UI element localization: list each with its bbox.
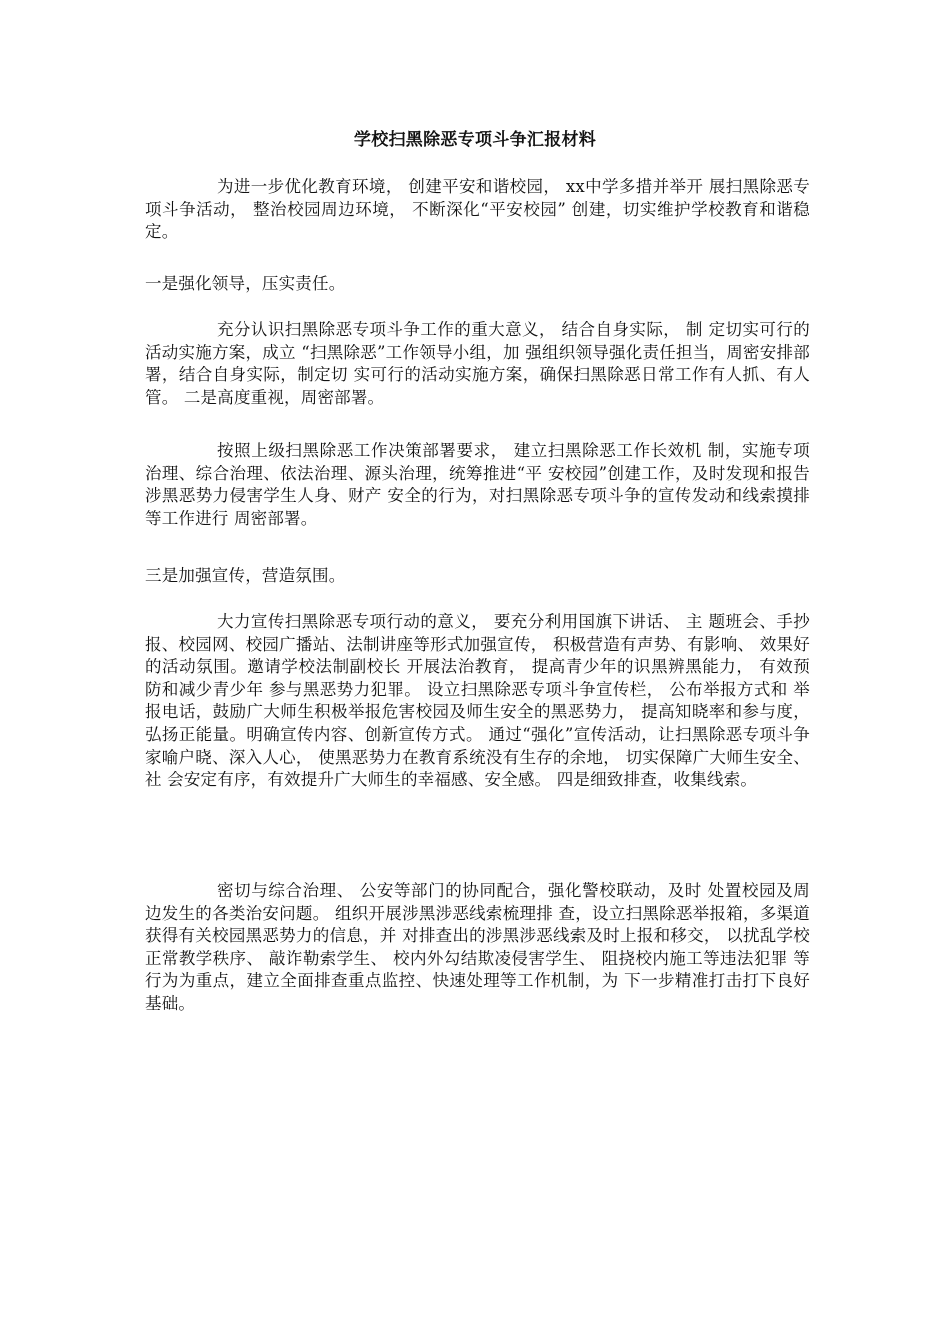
paragraph-deployment: 按照上级扫黑除恶工作决策部署要求， 建立扫黑除恶工作长效机 制，实施专项治理、综合治理、依法治理、源头治理，统筹推进“平 安校园”创建工作，及时发现和报告涉黑恶势力侵害学生人身、财产 安全的行为，对扫黑除恶专项斗争的宣传发动和线索摸排等工作进行 周密部署。 xyxy=(145,441,810,528)
section-heading-1: 一是强化领导，压实责任。 xyxy=(145,274,346,293)
paragraph-intro: 为进一步优化教育环境， 创建平安和谐校园， xx中学多措并举开 展扫黑除恶专项斗争活动， 整治校园周边环境， 不断深化“平安校园” 创建，切实维护学校教育和谐稳定。 xyxy=(145,177,810,242)
section-heading-3: 三是加强宣传，营造氛围。 xyxy=(145,566,346,585)
document-title: 学校扫黑除恶专项斗争汇报材料 xyxy=(353,130,597,150)
paragraph-publicity: 大力宣传扫黑除恶专项行动的意义， 要充分利用国旗下讲话、 主 题班会、手抄报、校园网、校园广播站、法制讲座等形式加强宣传， 积极营造有声势、有影响、 效果好的活动氛围。邀请学校法制副校长 开展法治教育， 提高青少年的识黑辨黑能力， 有效预防和减少青少年 参与黑恶势力犯罪。 设立扫黑除恶专项斗争宣传栏， 公布举报方式和 举报电话，鼓励广大师生积极举报危害校园及师生安全的黑恶势力， 提高知晓率和参与度，弘扬正能量。明确宣传内容、创新宣传方式。 通过“强化”宣传活动，让扫黑除恶专项斗争家喻户晓、深入人心， 使黑恶势力在教育系统没有生存的余地， 切实保障广大师生安全、 社 会安定有序，有效提升广大师生的幸福感、安全感。 四是细致排查，收集线索。 xyxy=(145,612,810,790)
paragraph-investigation: 密切与综合治理、 公安等部门的协同配合，强化警校联动，及时 处置校园及周边发生的各类治安问题。 组织开展涉黑涉恶线索梳理排 查，设立扫黑除恶举报箱，多渠道获得有关校园黑恶势力的信息，并 对排查出的涉黑涉恶线索及时上报和移交， 以扰乱学校正常教学秩序、 敲诈勒索学生、 校内外勾结欺凌侵害学生、 阻挠校内施工等违法犯罪 等行为为重点，建立全面排查重点监控、快速处理等工作机制，为 下一步精准打击打下良好基础。 xyxy=(145,881,810,1013)
paragraph-leadership: 充分认识扫黑除恶专项斗争工作的重大意义， 结合自身实际， 制 定切实可行的活动实施方案，成立 “扫黑除恶”工作领导小组，加 强组织领导强化责任担当，周密安排部署，结合自身实际，制定切 实可行的活动实施方案，确保扫黑除恶日常工作有人抓、有人管。 二是高度重视，周密部署。 xyxy=(145,320,810,407)
